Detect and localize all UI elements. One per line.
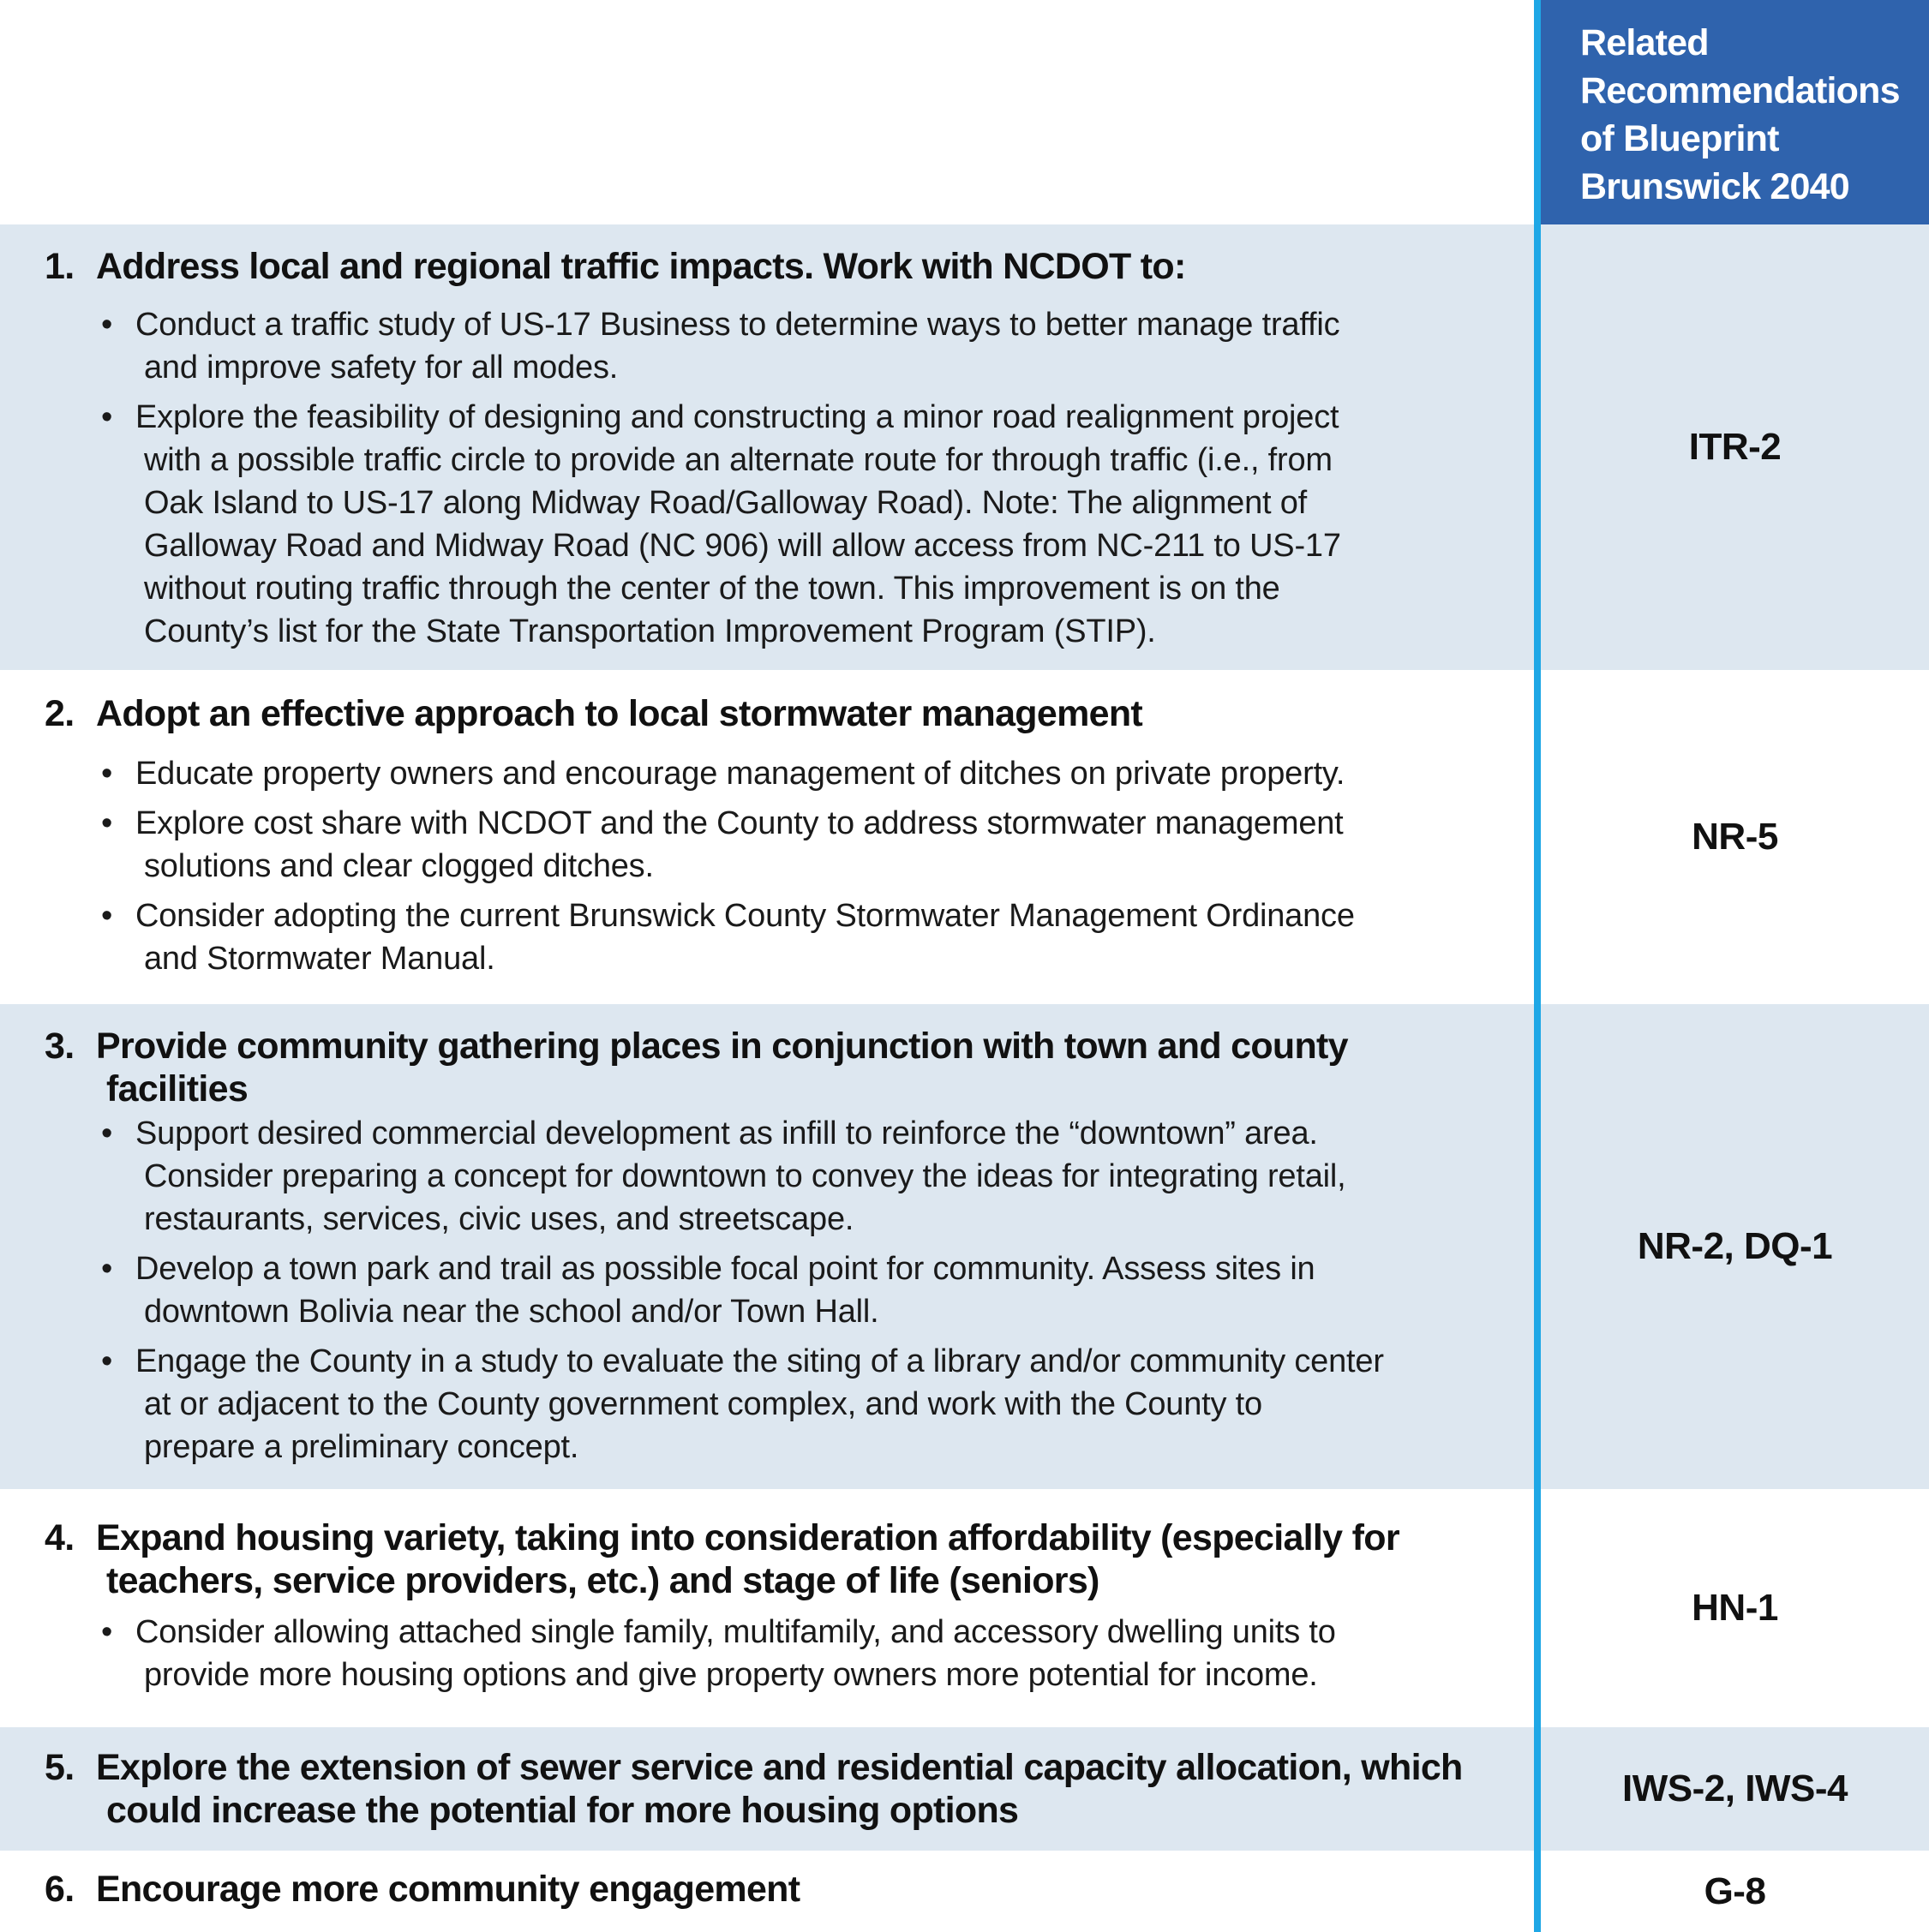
table-row bbox=[0, 224, 1929, 670]
list-item bbox=[101, 303, 1524, 389]
related-code: NR-2, DQ-1 bbox=[1637, 1225, 1833, 1267]
bullet-line: prepare a preliminary concept. bbox=[144, 1429, 579, 1465]
list-item bbox=[101, 1247, 1524, 1333]
header-line: Brunswick 2040 bbox=[1580, 166, 1849, 207]
bullet-line: Galloway Road and Midway Road (NC 906) will allow access from NC-211 to US-17 bbox=[144, 528, 1341, 564]
row-number: 4. bbox=[45, 1517, 75, 1558]
bullet-list bbox=[101, 303, 1524, 660]
row-heading bbox=[45, 692, 1142, 735]
column-divider bbox=[1534, 0, 1541, 1932]
header-line: Recommendations bbox=[1580, 70, 1900, 111]
row-number: 5. bbox=[45, 1747, 75, 1788]
related-code: G-8 bbox=[1704, 1869, 1766, 1912]
row-content bbox=[0, 1851, 1534, 1932]
bullet-list bbox=[101, 752, 1524, 987]
row-number: 3. bbox=[45, 1026, 75, 1067]
table-row bbox=[0, 670, 1929, 1004]
bullet-line: • Support desired commercial development as infill to reinforce the “downtown” area. bbox=[135, 1116, 1318, 1151]
table-row bbox=[0, 1851, 1929, 1932]
bullet-line: without routing traffic through the center of the town. This improvement is on the bbox=[144, 571, 1280, 607]
list-item bbox=[101, 1611, 1524, 1696]
header-line: of Blueprint bbox=[1580, 118, 1779, 159]
bullet-line: Oak Island to US-17 along Midway Road/Galloway Road). Note: The alignment of bbox=[144, 485, 1308, 521]
row-content bbox=[0, 1004, 1534, 1489]
list-item bbox=[101, 802, 1524, 888]
bullet-line: provide more housing options and give property owners more potential for income. bbox=[144, 1657, 1318, 1693]
table-row bbox=[0, 1727, 1929, 1851]
related-code-cell bbox=[1541, 670, 1929, 1004]
bullet-line: at or adjacent to the County government complex, and work with the County to bbox=[144, 1386, 1262, 1422]
bullet-line: • Explore cost share with NCDOT and the County to address stormwater management bbox=[135, 805, 1344, 841]
heading-text-continued: facilities bbox=[106, 1068, 249, 1110]
heading-text: Adopt an effective approach to local stormwater management bbox=[96, 693, 1143, 734]
heading-text: Provide community gathering places in conjunction with town and county bbox=[96, 1026, 1348, 1067]
related-code: NR-5 bbox=[1692, 816, 1778, 858]
related-code-cell bbox=[1541, 1004, 1929, 1489]
heading-text-continued: teachers, service providers, etc.) and stage of life (seniors) bbox=[106, 1560, 1099, 1601]
heading-text: Encourage more community engagement bbox=[96, 1869, 800, 1910]
list-item bbox=[101, 396, 1524, 653]
bullet-line: • Conduct a traffic study of US-17 Business to determine ways to better manage traffic bbox=[135, 307, 1340, 343]
related-code-cell bbox=[1541, 1851, 1929, 1932]
row-number: 6. bbox=[45, 1869, 75, 1910]
bullet-line: • Explore the feasibility of designing and constructing a minor road realignment project bbox=[135, 399, 1339, 435]
bullet-line: and Stormwater Manual. bbox=[144, 941, 495, 977]
row-content bbox=[0, 224, 1534, 670]
list-item bbox=[101, 1112, 1524, 1241]
related-code-cell bbox=[1541, 1727, 1929, 1851]
related-code: ITR-2 bbox=[1688, 426, 1782, 468]
row-number: 1. bbox=[45, 246, 75, 287]
bullet-list bbox=[101, 1611, 1524, 1703]
heading-text-continued: could increase the potential for more housing options bbox=[106, 1790, 1019, 1831]
list-item bbox=[101, 752, 1524, 795]
table-row bbox=[0, 1004, 1929, 1489]
bullet-line: • Consider adopting the current Brunswick County Stormwater Management Ordinance bbox=[135, 898, 1355, 934]
bullet-line: Consider preparing a concept for downtown to convey the ideas for integrating retail, bbox=[144, 1158, 1346, 1194]
bullet-line: • Educate property owners and encourage management of ditches on private property. bbox=[135, 756, 1345, 792]
heading-text: Address local and regional traffic impacts. Work with NCDOT to: bbox=[96, 246, 1186, 287]
row-heading bbox=[45, 245, 1186, 288]
bullet-line: with a possible traffic circle to provide an alternate route for through traffic (i.e., from bbox=[144, 442, 1333, 478]
heading-text: Explore the extension of sewer service and residential capacity allocation, which bbox=[96, 1747, 1463, 1788]
header-line: Related bbox=[1580, 22, 1709, 63]
related-code-cell bbox=[1541, 224, 1929, 670]
related-code: IWS-2, IWS-4 bbox=[1622, 1768, 1848, 1809]
row-heading bbox=[45, 1025, 1348, 1110]
related-code: HN-1 bbox=[1692, 1587, 1778, 1629]
bullet-line: County’s list for the State Transportation Improvement Program (STIP). bbox=[144, 613, 1156, 649]
bullet-line: • Engage the County in a study to evaluate the siting of a library and/or community center bbox=[135, 1343, 1384, 1379]
row-content bbox=[0, 670, 1534, 1004]
row-heading bbox=[45, 1868, 800, 1911]
related-code-cell bbox=[1541, 1489, 1929, 1727]
row-heading bbox=[45, 1516, 1399, 1602]
bullet-line: restaurants, services, civic uses, and streetscape. bbox=[144, 1201, 854, 1237]
row-content bbox=[0, 1489, 1534, 1727]
list-item bbox=[101, 894, 1524, 980]
table-row bbox=[0, 1489, 1929, 1727]
bullet-line: • Develop a town park and trail as possible focal point for community. Assess sites in bbox=[135, 1251, 1315, 1287]
bullet-list bbox=[101, 1112, 1524, 1475]
header-related-recommendations bbox=[1541, 0, 1929, 224]
heading-text: Expand housing variety, taking into consideration affordability (especially for bbox=[96, 1517, 1399, 1558]
row-heading bbox=[45, 1746, 1463, 1832]
bullet-line: • Consider allowing attached single family, multifamily, and accessory dwelling units to bbox=[135, 1614, 1336, 1650]
row-number: 2. bbox=[45, 693, 75, 734]
row-content bbox=[0, 1727, 1534, 1851]
bullet-line: and improve safety for all modes. bbox=[144, 350, 619, 386]
bullet-line: solutions and clear clogged ditches. bbox=[144, 848, 654, 884]
list-item bbox=[101, 1340, 1524, 1468]
bullet-line: downtown Bolivia near the school and/or Town Hall. bbox=[144, 1294, 879, 1330]
